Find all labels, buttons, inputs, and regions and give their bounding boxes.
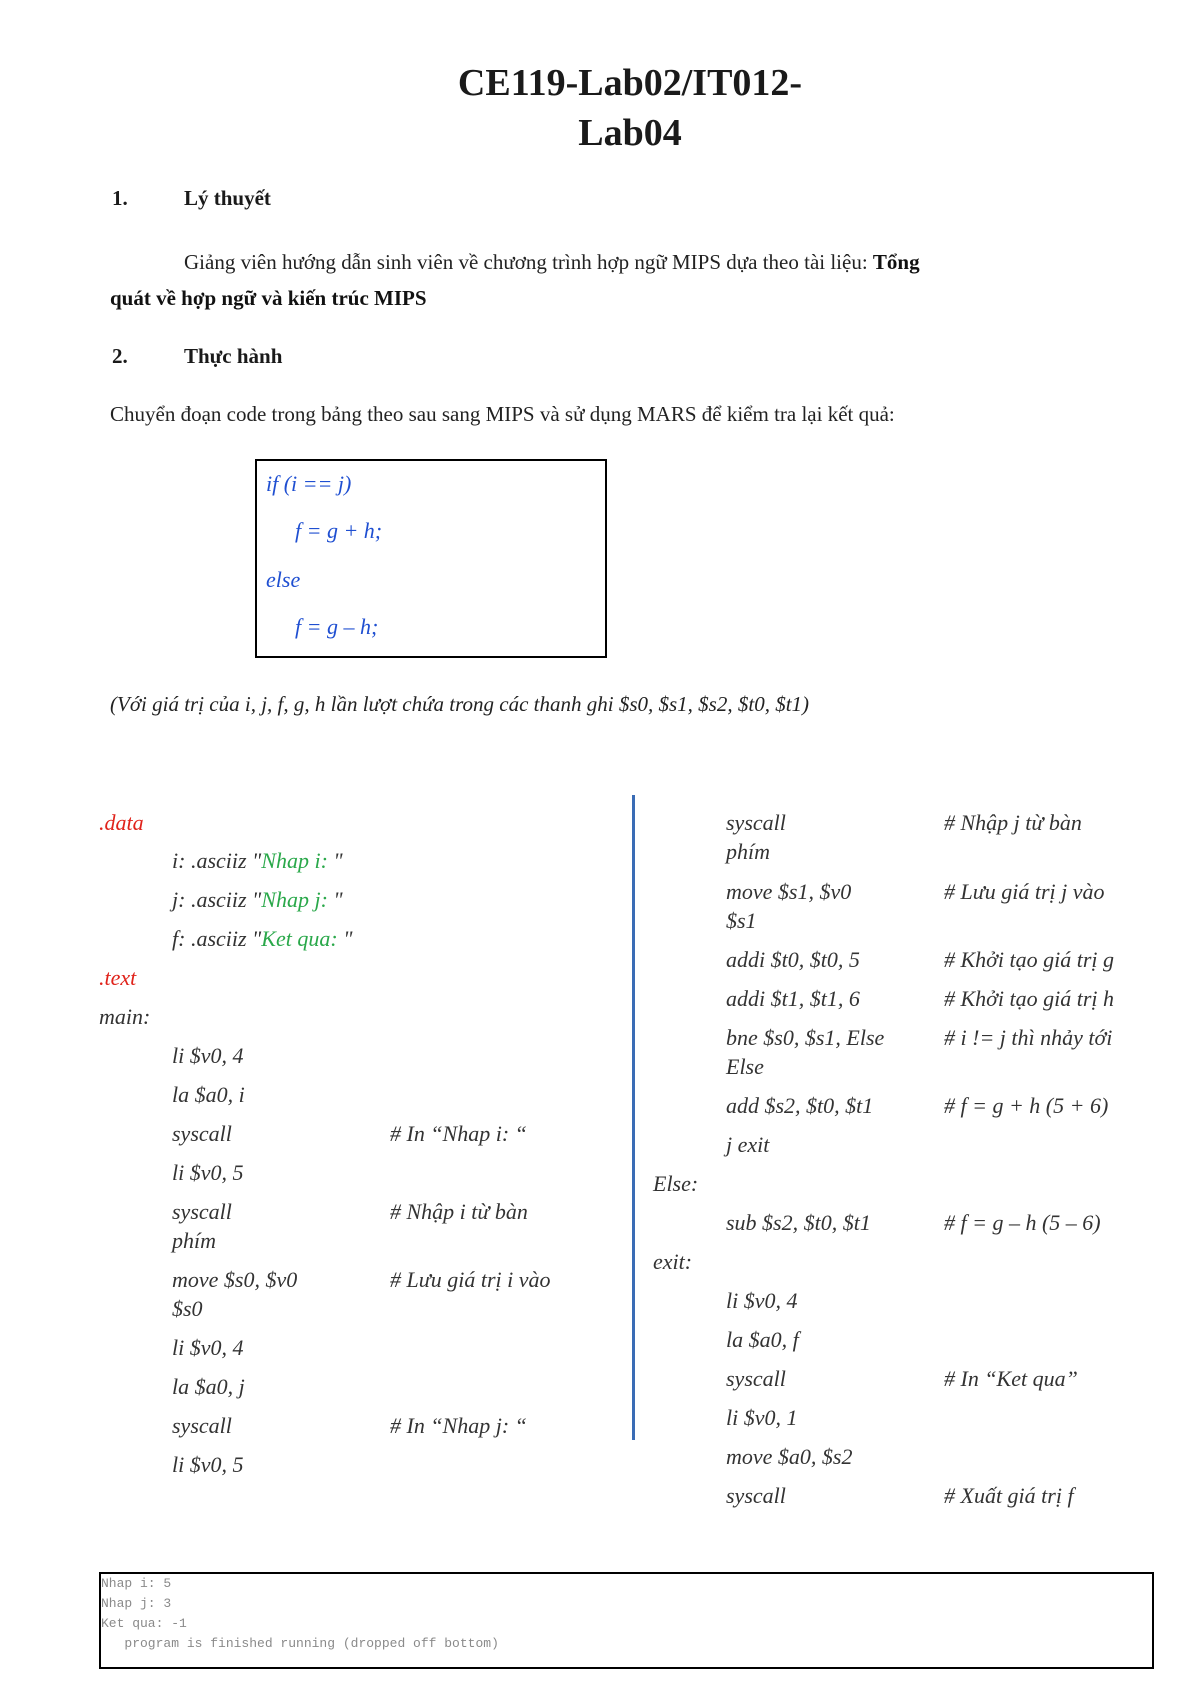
right-comment: # Lưu giá trị j vào [944,879,1105,904]
section-2-title: Thực hành [184,344,283,368]
left-comment: # In “Nhap i: “ [390,1121,527,1146]
right-code-line: la $a0, f [726,1327,799,1352]
left-code-line: syscall [172,1413,232,1438]
left-code-line: li $v0, 5 [172,1452,244,1477]
right-code-line: addi $t0, $t0, 5 [726,947,860,972]
right-code-line: syscall phím [726,810,786,864]
right-code-line: li $v0, 1 [726,1405,798,1430]
column-divider [632,795,635,1440]
right-code-line: move $a0, $s2 [726,1444,853,1469]
right-code-line: addi $t1, $t1, 6 [726,986,860,1011]
right-code-line: j exit [726,1132,770,1157]
right-code-line: li $v0, 4 [726,1288,798,1313]
left-code-line: main: [99,1004,151,1029]
left-comment: # Lưu giá trị i vào [390,1267,551,1292]
left-code-line: li $v0, 4 [172,1335,244,1360]
left-code-line: li $v0, 4 [172,1043,244,1068]
console-line: program is finished running (dropped off bottom) [101,1636,499,1651]
page-title [0,58,1200,158]
right-code-line: syscall [726,1483,786,1508]
right-code-line: syscall [726,1366,786,1391]
left-code-line: i: .asciiz "Nhap i: " [172,848,343,873]
left-comment: # In “Nhap j: “ [390,1413,527,1438]
console-line: Nhap j: 3 [101,1596,172,1611]
right-comment: # In “Ket qua” [944,1366,1078,1391]
right-code-line: exit: [653,1249,693,1274]
code-line-if: if (i == j) [266,471,352,496]
left-comment: # Nhập i từ bàn [390,1199,528,1224]
section-2-number: 2. [112,344,128,368]
left-code-line: .text [99,965,137,990]
register-note: (Với giá trị của i, j, f, g, h lần lượt chứa trong các thanh ghi $s0, $s1, $s2, $t0, $t1) [110,692,810,716]
section-2-instruction: Chuyển đoạn code trong bảng theo sau sang MIPS và sử dụng MARS để kiểm tra lại kết quả: [110,402,895,426]
console-line: Ket qua: -1 [101,1616,187,1631]
code-line-then: f = g + h; [295,518,383,543]
right-comment: # f = g + h (5 + 6) [944,1093,1109,1118]
left-code-line: move $s0, $v0 $s0 [172,1267,298,1321]
left-code-line: la $a0, i [172,1082,245,1107]
right-comment: # Khởi tạo giá trị g [944,947,1115,972]
right-code-line: bne $s0, $s1, Else Else [726,1025,885,1079]
right-comment: # i != j thì nhảy tới [944,1025,1113,1050]
left-code-line: syscall [172,1121,232,1146]
left-code-line: j: .asciiz "Nhap j: " [172,887,343,912]
right-code-line: move $s1, $v0 $s1 [726,879,852,933]
title-line-1: CE119-Lab02/IT012- [457,62,803,104]
left-code-line: syscall phím [172,1199,232,1253]
right-code-line: add $s2, $t0, $t1 [726,1093,874,1118]
console-line: Nhap i: 5 [101,1576,172,1591]
code-line-else: else [266,567,301,592]
left-code-line: f: .asciiz "Ket qua: " [172,926,353,951]
section-1-number: 1. [112,186,128,210]
title-line-2: Lab04 [578,112,682,154]
left-code-line: la $a0, j [172,1374,245,1399]
section-2-heading [112,344,282,369]
section-1-heading [112,186,271,211]
document-reference-2: quát về hợp ngữ và kiến trúc MIPS [110,286,427,310]
document-reference-1: Tổng [872,250,920,274]
right-comment: # f = g – h (5 – 6) [944,1210,1101,1235]
c-code-box [255,459,607,658]
console-output [99,1572,1154,1669]
right-code-line: sub $s2, $t0, $t1 [726,1210,871,1235]
right-comment: # Xuất giá trị f [944,1483,1074,1508]
section-1-title: Lý thuyết [184,186,271,210]
left-code-line: li $v0, 5 [172,1160,244,1185]
left-code-line: .data [99,810,144,835]
code-line-else-body: f = g – h; [295,614,379,639]
right-comment: # Khởi tạo giá trị h [944,986,1115,1011]
right-comment: # Nhập j từ bàn [944,810,1082,835]
section-1-text: Giảng viên hướng dẫn sinh viên về chương trình hợp ngữ MIPS dựa theo tài liệu: Tổng quát về hợp ngữ và kiến trúc MIPS [110,244,1120,316]
right-code-line: Else: [653,1171,699,1196]
